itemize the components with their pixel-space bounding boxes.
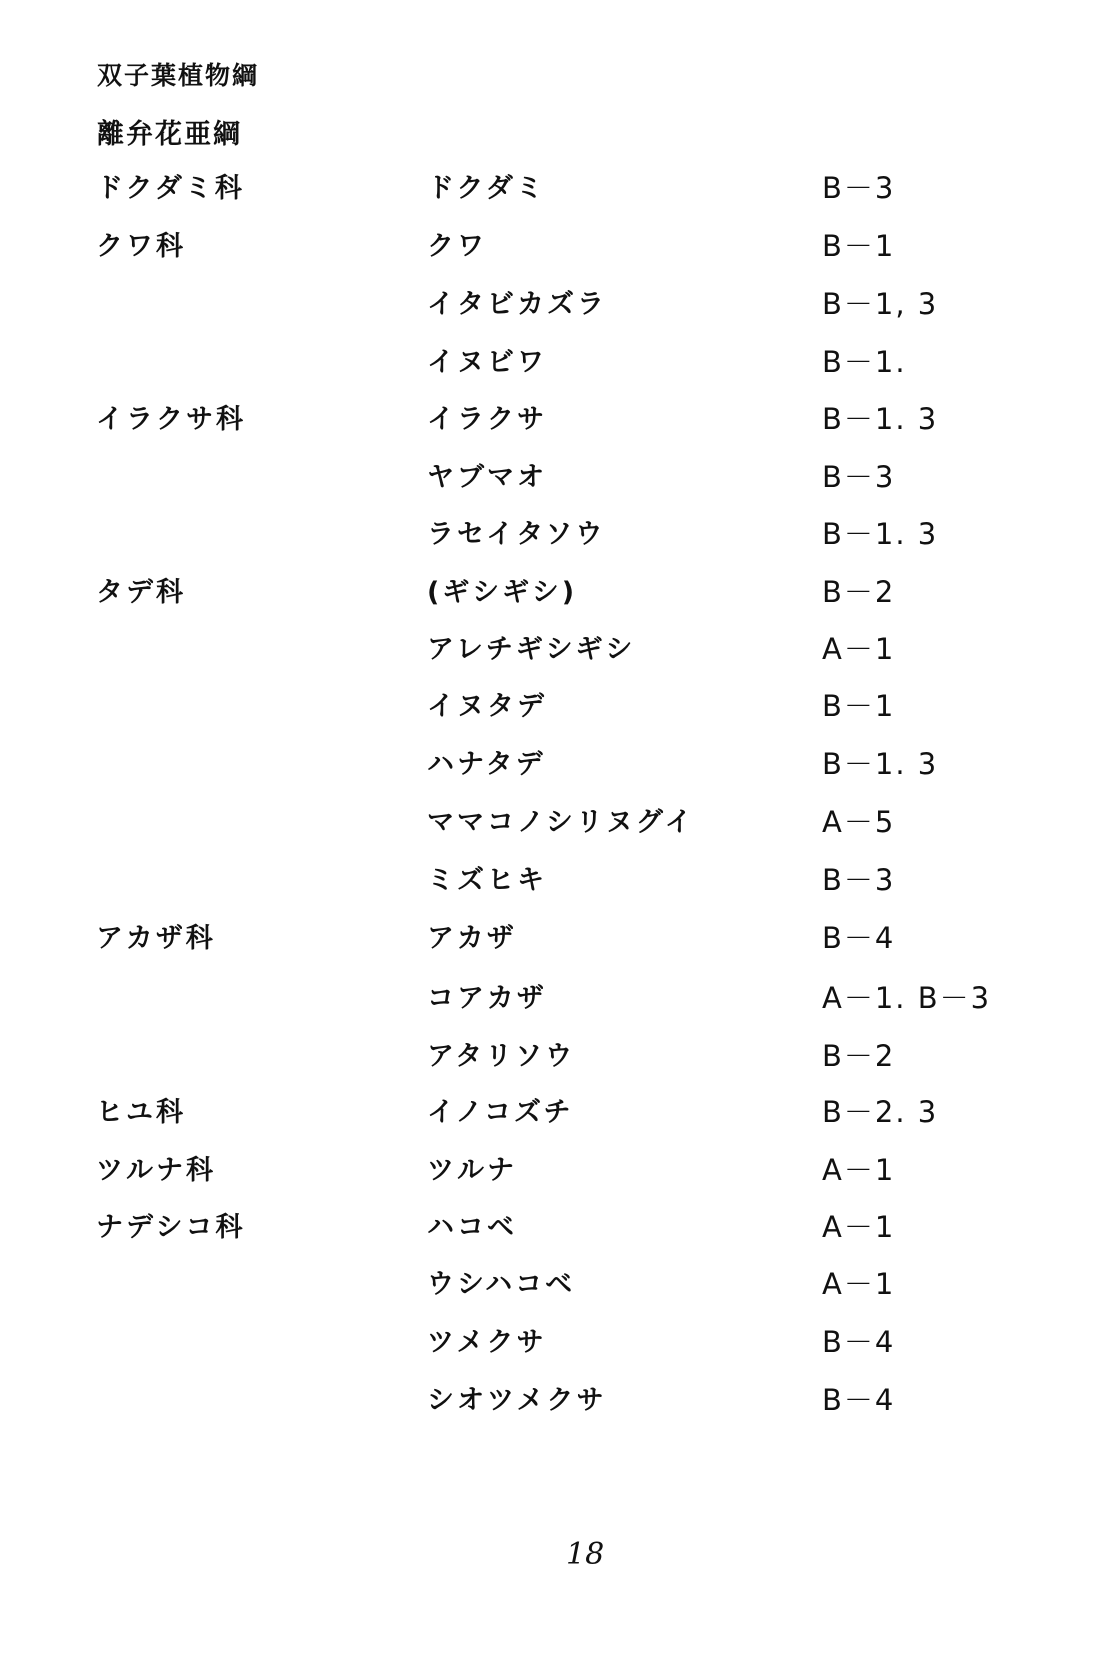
habitat-code: B－4: [822, 921, 896, 955]
list-item: [0, 282, 1100, 322]
family-name: ツルナ科: [96, 1155, 216, 1186]
species-name: クワ: [427, 231, 487, 262]
list-item: [0, 397, 1100, 437]
species-name: イラクサ: [427, 404, 547, 435]
habitat-code: B－4: [822, 1383, 896, 1417]
family-name: クワ科: [96, 231, 186, 262]
habitat-code: A－5: [822, 805, 896, 839]
list-item: [0, 166, 1100, 206]
list-item: [0, 455, 1100, 495]
habitat-code: A－1: [822, 1210, 896, 1244]
habitat-code: B－3: [822, 863, 896, 897]
habitat-code: B－2: [822, 1039, 896, 1073]
habitat-code: B－4: [822, 1325, 896, 1359]
species-name: ウシハコベ: [427, 1269, 576, 1300]
list-item: [0, 1378, 1100, 1418]
list-item: [0, 224, 1100, 264]
species-name: (ギシギシ): [427, 577, 578, 608]
habitat-code: B－1. 3: [822, 517, 939, 551]
class-heading: 双子葉植物綱: [97, 61, 260, 90]
species-name: アレチギシギシ: [427, 634, 636, 665]
species-name: ヤブマオ: [427, 462, 547, 493]
family-name: タデ科: [96, 577, 186, 608]
habitat-code: B－1: [822, 229, 896, 263]
list-item: [0, 1205, 1100, 1245]
species-name: ハコベ: [427, 1212, 517, 1243]
habitat-code: B－1: [822, 689, 896, 723]
list-item: [0, 1034, 1100, 1074]
species-name: イタビカズラ: [427, 289, 607, 320]
habitat-code: B－1.: [822, 345, 907, 379]
list-item: [0, 1148, 1100, 1188]
habitat-code: B－2. 3: [822, 1095, 939, 1129]
habitat-code: B－1. 3: [822, 747, 939, 781]
species-name: イノコズチ: [427, 1097, 574, 1128]
list-item: [0, 858, 1100, 898]
habitat-code: A－1: [822, 1267, 896, 1301]
species-name: シオツメクサ: [427, 1385, 607, 1416]
list-item: [0, 800, 1100, 840]
list-item: [0, 684, 1100, 724]
species-name: コアカザ: [427, 983, 547, 1014]
species-name: アタリソウ: [427, 1041, 576, 1072]
habitat-code: B－1. 3: [822, 402, 939, 436]
species-name: イヌタデ: [427, 691, 547, 722]
list-item: [0, 976, 1100, 1016]
page-number: 18: [566, 1537, 605, 1572]
subclass-heading: 離弁花亜綱: [97, 119, 242, 150]
family-name: ヒユ科: [96, 1097, 186, 1128]
list-item: [0, 570, 1100, 610]
species-name: ミズヒキ: [427, 865, 547, 896]
list-item: [0, 1320, 1100, 1360]
family-name: イラクサ科: [96, 404, 246, 435]
habitat-code: B－3: [822, 171, 896, 205]
family-name: ナデシコ科: [96, 1212, 246, 1243]
list-item: [0, 627, 1100, 667]
list-item: [0, 1090, 1100, 1130]
species-name: ママコノシリヌグイ: [427, 807, 695, 838]
habitat-code: B－3: [822, 460, 896, 494]
habitat-code: B－2: [822, 575, 896, 609]
family-name: アカザ科: [96, 923, 216, 954]
species-name: ドクダミ: [427, 173, 546, 204]
species-name: ラセイタソウ: [427, 519, 606, 550]
list-item: [0, 742, 1100, 782]
species-name: ツルナ: [427, 1155, 517, 1186]
habitat-code: A－1: [822, 1153, 896, 1187]
habitat-code: A－1. B－3: [822, 981, 992, 1015]
list-item: [0, 512, 1100, 552]
list-item: [0, 340, 1100, 380]
family-name: ドクダミ科: [96, 173, 245, 204]
habitat-code: A－1: [822, 632, 896, 666]
species-name: ツメクサ: [427, 1327, 547, 1358]
list-item: [0, 1262, 1100, 1302]
species-name: アカザ: [427, 923, 517, 954]
species-name: イヌビワ: [427, 347, 547, 378]
list-item: [0, 916, 1100, 956]
species-name: ハナタデ: [427, 749, 546, 780]
habitat-code: B－1, 3: [822, 287, 939, 321]
